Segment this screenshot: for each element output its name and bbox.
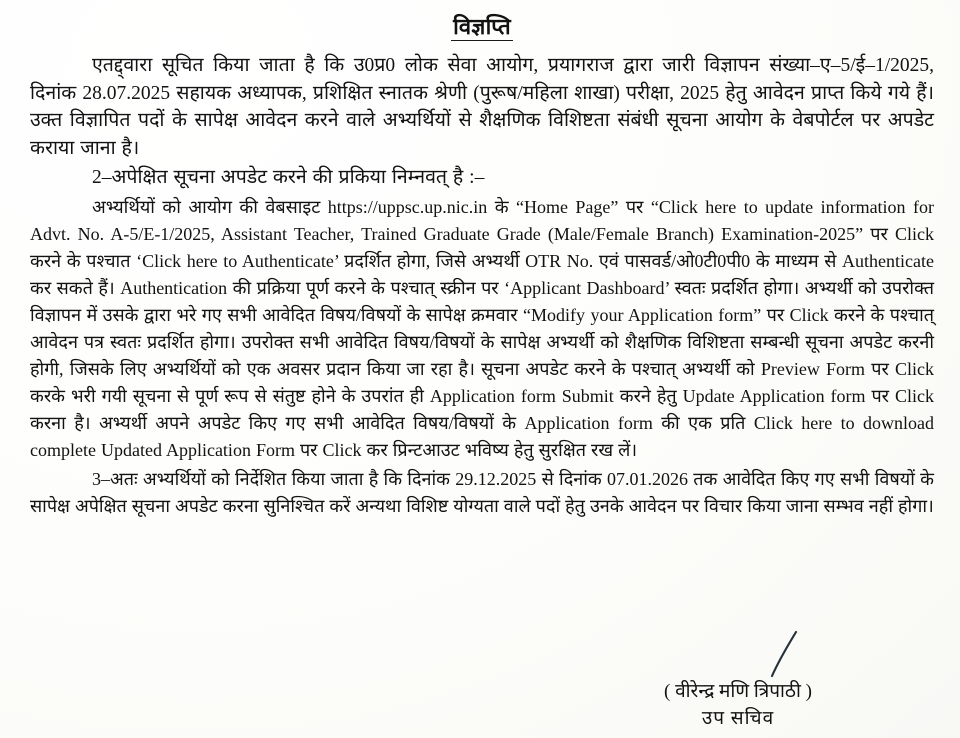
handwritten-signature [588,632,888,678]
paragraph-2-body: अभ्यर्थियों को आयोग की वेबसाइट https://uppsc.up.nic.in के “Home Page” पर “Click here to update information for Advt. No. A-5/E-1/2025, Assistant Teacher, Trained Graduate Grade (Male/Female Branch) Examination-2025” पर Click करने के पश्चात ‘Click here to Authenticate’ प्रदर्शित होगा, जिसे अभ्यर्थी OTR No. एवं पासवर्ड/ओ0टी0पी0 के माध्यम से Authenticate कर सकते हैं। Authentication की प्रक्रिया पूर्ण करने के पश्चात् स्क्रीन पर ‘Applicant Dashboard’ स्वतः प्रदर्शित होगा। अभ्यर्थी को उपरोक्त विज्ञापन में उसके द्वारा भरे गए सभी आवेदित विषय/विषयों के सापेक्ष क्रमवार “Modify your Application form” पर Click करने के पश्चात् आवेदन पत्र स्वतः प्रदर्शित होगा। उपरोक्त सभी आवेदित विषय/विषयों के सापेक्ष अभ्यर्थी को शैक्षणिक विशिष्टता सम्बन्धी सूचना अपडेट करनी होगी, जिसके लिए अभ्यर्थियों को एक अवसर प्रदान किया जा रहा है। सूचना अपडेट करने के पश्चात् अभ्यर्थी को Preview Form पर Click करके भरी गयी सूचना से पूर्ण रूप से संतुष्ट होने के उपरांत ही Application form Submit करने हेतु Update Application form पर Click करना है। अभ्यर्थी अपने अपडेट किए गए सभी आवेदित विषय/विषयों के Application form की एक प्रति Click here to download complete Updated Application Form पर Click कर प्रिन्टआउट भविष्य हेतु सुरक्षित रख लें। [30,196,934,460]
page-title [30,12,934,42]
signatory-designation: उप सचिव [701,708,775,729]
paragraph-2-heading: 2–अपेक्षित सूचना अपडेट करने की प्रकिया निम्नवत् है :– [92,167,485,188]
paragraph-1: एतद्द्वारा सूचित किया जाता है कि उ0प्र0 लोक सेवा आयोग, प्रयागराज द्वारा जारी विज्ञापन संख्या–ए–5/ई–1/2025, दिनांक 28.07.2025 सहायक अध्यापक, प्रशिक्षित स्नातक श्रेणी (पुरूष/महिला शाखा) परीक्षा, 2025 हेतु आवेदन प्राप्त किये गये हैं। उक्त विज्ञापित पदों के सापेक्ष आवेदन करने वाले अभ्यर्थियों से शैक्षणिक विशिष्टता संबंधी सूचना आयोग के वेबपोर्टल पर अपडेट कराया जाना है। [30,55,934,159]
notice-body-deadline [30,466,934,520]
page-title-text: विज्ञप्ति [453,14,511,39]
notice-body-top [30,52,934,192]
notice-body-procedure [30,194,934,464]
signature-block [588,632,888,732]
paragraph-3: 3–अतः अभ्यर्थियों को निर्देशित किया जाता है कि दिनांक 29.12.2025 से दिनांक 07.01.2026 तक आवेदित किए गए सभी विषयों के सापेक्ष अपेक्षित सूचना अपडेट करना सुनिश्चित करें अन्यथा विशिष्ट योग्यता वाले पदों हेतु उनके आवेदन पर विचार किया जाना सम्भव नहीं होगा। [30,468,934,516]
signatory-name: ( वीरेन्द्र मणि त्रिपाठी ) [664,681,812,702]
